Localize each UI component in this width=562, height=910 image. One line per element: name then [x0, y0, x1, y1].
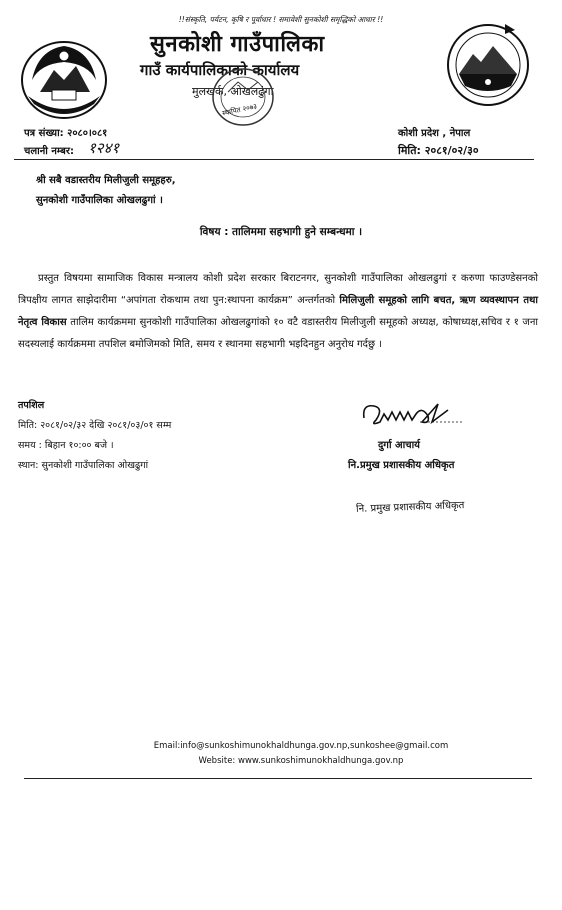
- letter-subject: विषय : तालिममा सहभागी हुने सम्बन्धमा ।: [199, 226, 363, 238]
- addressee-line1: श्री सबै वडास्तरीय मिलीजुली समूहहरु,: [36, 175, 176, 186]
- office-stamp: [208, 64, 278, 130]
- details-date: मिति: २०८१/०२/३२ देखि २०८१/०३/०१ सम्म: [18, 420, 172, 431]
- details-place: स्थान: सुनकोशी गाउँपालिका ओखढुगां: [18, 460, 149, 471]
- letter-date: मिति: २०८१/०२/३०: [398, 144, 479, 157]
- province-text: कोशी प्रदेश , नेपाल: [398, 128, 471, 139]
- designation-stamp: नि. प्रमुख प्रशासकीय अधिकृत: [355, 500, 465, 515]
- dispatch-number-label: चलानी नम्बर:: [24, 146, 74, 157]
- letter-body: [18, 268, 538, 356]
- signatory-name: दुर्गा आचार्य: [378, 440, 420, 451]
- municipality-logo: [445, 22, 531, 108]
- stamp-text: स्थापित २०७३: [221, 102, 258, 118]
- footer-website: Website: www.sunkoshimunokhaldhunga.gov.np: [198, 756, 404, 766]
- header-divider: [14, 159, 534, 160]
- body-text-bold: मिलिजुली समूहको लागि बचत, ऋण व्यवस्थापन तथा नेतृत्व विकास: [18, 295, 538, 328]
- nepal-emblem-logo: [18, 30, 110, 122]
- body-text-part1: प्रस्तुत विषयमा सामाजिक विकास मन्त्रालय कोशी प्रदेश सरकार बिराटनगर, सुनकोशी गाउँपालिका ओखलढुगां र करुणा फाउण्डेसनको त्रिपक्षीय लागत साझेदारीमा “अपांगता रोकथाम तथा पुन:स्थापना कार्यक्रम” अन्तर्गतको: [18, 273, 538, 306]
- office-title: सुनकोशी गाउँपालिका: [150, 32, 325, 57]
- signatory-designation: नि.प्रमुख प्रशासकीय अधिकृत: [348, 460, 455, 471]
- handwritten-signature: [358, 396, 468, 430]
- dispatch-number-handwritten: १२४१: [88, 139, 120, 157]
- addressee-line2: सुनकोशी गाउँपालिका ओखलढुगां ।: [36, 195, 163, 206]
- letter-number: पत्र संख्या: २०८०।०८१: [24, 128, 108, 139]
- office-subtitle: गाउँ कार्यपालिकाको कार्यालय: [140, 61, 300, 79]
- motto: !!संस्कृति, पर्यटन, कृषि र पूर्वाधार ! समावेशी सुनकोशी समृद्धिको आधार !!: [178, 15, 384, 24]
- details-heading: तपशिल: [18, 400, 45, 411]
- details-time: समय : बिहान १०:०० बजे ।: [18, 440, 114, 451]
- body-text-part2: तालिम कार्यक्रममा सुनकोशी गाउँपालिका ओखलढुगांको १० वटै वडास्तरीय मिलीजुली समूहको अध्यक्ष, कोषाध्यक्ष,सचिव र १ जना सदस्यलाई कार्यक्रममा तपशिल बमोजिमको मिति, समय र स्थानमा सहभागी भइदिनहुन अनुरोध गर्दछु ।: [18, 317, 538, 350]
- footer-email: Email:info@sunkoshimunokhaldhunga.gov.np,sunkoshee@gmail.com: [153, 741, 449, 751]
- footer-divider: [24, 778, 532, 779]
- office-address: मुलखर्क, ओखलढुंगा: [192, 85, 274, 98]
